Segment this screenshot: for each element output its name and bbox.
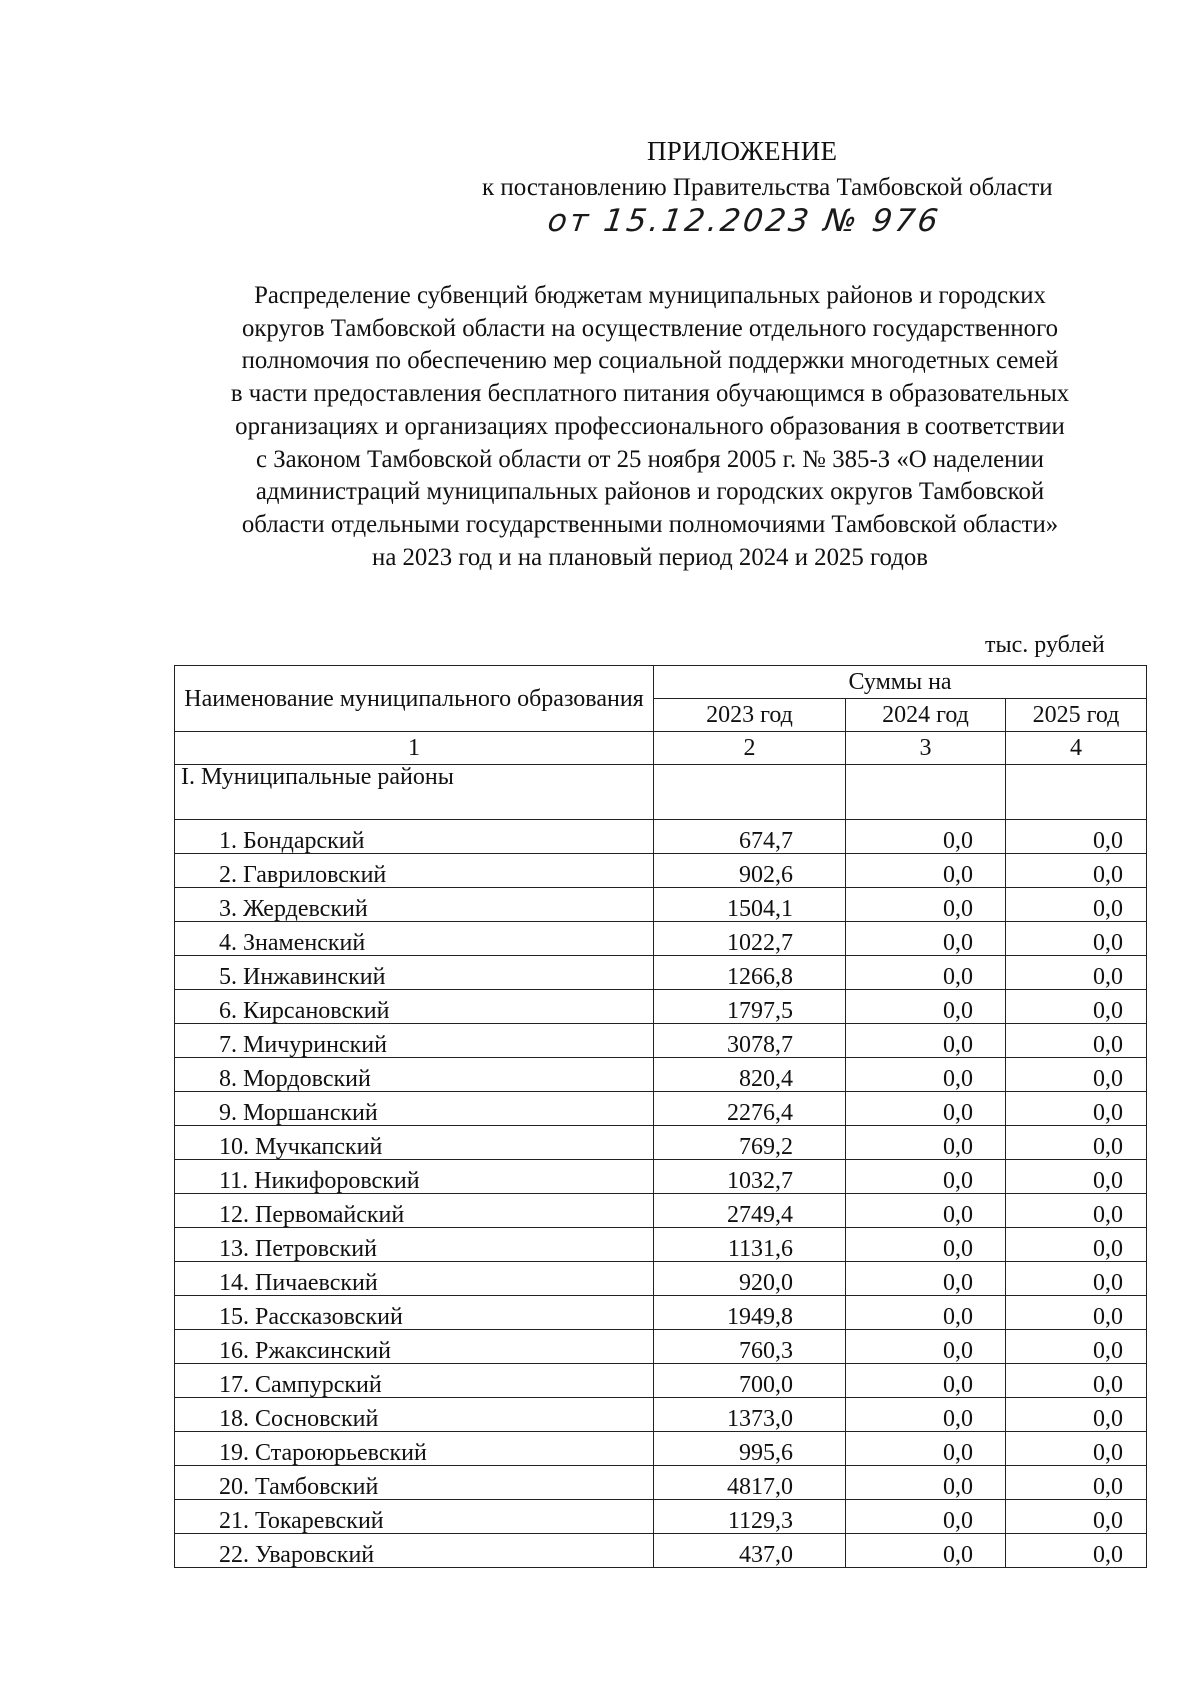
table-row — [175, 1126, 1147, 1160]
table-row — [175, 1330, 1147, 1364]
value-2024-cell: 0,0 — [846, 1160, 1006, 1194]
value-2025-cell: 0,0 — [1006, 1364, 1147, 1398]
empty-cell — [1006, 765, 1147, 820]
value-2025-cell: 0,0 — [1006, 1500, 1147, 1534]
district-name-cell: 9. Моршанский — [175, 1092, 654, 1126]
column-header-2024: 2024 год — [846, 699, 1006, 732]
value-2023-cell: 1373,0 — [654, 1398, 846, 1432]
value-2024-cell: 0,0 — [846, 1228, 1006, 1262]
value-2023-cell: 1949,8 — [654, 1296, 846, 1330]
empty-cell — [654, 765, 846, 820]
district-name-cell: 20. Тамбовский — [175, 1466, 654, 1500]
district-name-cell: 22. Уваровский — [175, 1534, 654, 1568]
table-row — [175, 1398, 1147, 1432]
value-2024-cell: 0,0 — [846, 1330, 1006, 1364]
table-row — [175, 1262, 1147, 1296]
value-2023-cell: 920,0 — [654, 1262, 846, 1296]
table-row — [175, 1466, 1147, 1500]
value-2025-cell: 0,0 — [1006, 1262, 1147, 1296]
district-name-cell: 8. Мордовский — [175, 1058, 654, 1092]
value-2025-cell: 0,0 — [1006, 1432, 1147, 1466]
table-row — [175, 820, 1147, 854]
value-2024-cell: 0,0 — [846, 1024, 1006, 1058]
value-2023-cell: 1131,6 — [654, 1228, 846, 1262]
value-2024-cell: 0,0 — [846, 990, 1006, 1024]
value-2025-cell: 0,0 — [1006, 820, 1147, 854]
value-2024-cell: 0,0 — [846, 956, 1006, 990]
value-2025-cell: 0,0 — [1006, 1160, 1147, 1194]
column-number: 1 — [175, 732, 654, 765]
value-2025-cell: 0,0 — [1006, 1058, 1147, 1092]
table-row — [175, 1194, 1147, 1228]
value-2023-cell: 820,4 — [654, 1058, 846, 1092]
section-row — [175, 765, 1147, 820]
value-2024-cell: 0,0 — [846, 1534, 1006, 1568]
value-2023-cell: 1032,7 — [654, 1160, 846, 1194]
value-2024-cell: 0,0 — [846, 1466, 1006, 1500]
column-header-2025: 2025 год — [1006, 699, 1147, 732]
value-2025-cell: 0,0 — [1006, 1194, 1147, 1228]
district-name-cell: 7. Мичуринский — [175, 1024, 654, 1058]
value-2023-cell: 674,7 — [654, 820, 846, 854]
value-2025-cell: 0,0 — [1006, 1228, 1147, 1262]
district-name-cell: 13. Петровский — [175, 1228, 654, 1262]
column-number: 3 — [846, 732, 1006, 765]
document-title — [140, 280, 1160, 574]
table-row — [175, 1160, 1147, 1194]
section-title: I. Муниципальные районы — [175, 765, 654, 820]
table-row — [175, 1500, 1147, 1534]
district-name-cell: 2. Гавриловский — [175, 854, 654, 888]
district-name-cell: 19. Староюрьевский — [175, 1432, 654, 1466]
document-title-line: организациях и организациях профессионального образования в соответствии — [235, 412, 1065, 440]
value-2023-cell: 1797,5 — [654, 990, 846, 1024]
value-2023-cell: 1022,7 — [654, 922, 846, 956]
table-row — [175, 1058, 1147, 1092]
value-2024-cell: 0,0 — [846, 1398, 1006, 1432]
column-number-row — [175, 732, 1147, 765]
column-header-2023: 2023 год — [654, 699, 846, 732]
district-name-cell: 3. Жердевский — [175, 888, 654, 922]
column-header-sums: Суммы на — [654, 666, 1147, 699]
value-2023-cell: 3078,7 — [654, 1024, 846, 1058]
table-row — [175, 854, 1147, 888]
value-2023-cell: 995,6 — [654, 1432, 846, 1466]
value-2024-cell: 0,0 — [846, 1194, 1006, 1228]
value-2024-cell: 0,0 — [846, 888, 1006, 922]
value-2025-cell: 0,0 — [1006, 922, 1147, 956]
value-2024-cell: 0,0 — [846, 1262, 1006, 1296]
value-2023-cell: 1504,1 — [654, 888, 846, 922]
value-2023-cell: 1266,8 — [654, 956, 846, 990]
document-title-line: области отдельными государственными полномочиями Тамбовской области» — [241, 510, 1059, 538]
district-name-cell: 15. Рассказовский — [175, 1296, 654, 1330]
value-2023-cell: 2276,4 — [654, 1092, 846, 1126]
value-2024-cell: 0,0 — [846, 1500, 1006, 1534]
table-row — [175, 1364, 1147, 1398]
value-2023-cell: 769,2 — [654, 1126, 846, 1160]
district-name-cell: 18. Сосновский — [175, 1398, 654, 1432]
value-2024-cell: 0,0 — [846, 1058, 1006, 1092]
value-2025-cell: 0,0 — [1006, 1092, 1147, 1126]
value-2023-cell: 4817,0 — [654, 1466, 846, 1500]
document-title-line: на 2023 год и на плановый период 2024 и 2025 годов — [372, 543, 928, 571]
document-title-line: полномочия по обеспечению мер социальной поддержки многодетных семей — [241, 347, 1059, 375]
district-name-cell: 17. Сампурский — [175, 1364, 654, 1398]
district-name-cell: 12. Первомайский — [175, 1194, 654, 1228]
value-2023-cell: 902,6 — [654, 854, 846, 888]
value-2025-cell: 0,0 — [1006, 1296, 1147, 1330]
table-row — [175, 1092, 1147, 1126]
value-2024-cell: 0,0 — [846, 1126, 1006, 1160]
column-number: 2 — [654, 732, 846, 765]
table-row — [175, 922, 1147, 956]
table-row — [175, 888, 1147, 922]
subventions-table — [174, 665, 1147, 1568]
value-2023-cell: 2749,4 — [654, 1194, 846, 1228]
document-title-line: Распределение субвенций бюджетам муниципальных районов и городских — [254, 282, 1046, 309]
table-row — [175, 1024, 1147, 1058]
value-2025-cell: 0,0 — [1006, 1024, 1147, 1058]
value-2025-cell: 0,0 — [1006, 1398, 1147, 1432]
table-row — [175, 1296, 1147, 1330]
value-2025-cell: 0,0 — [1006, 990, 1147, 1024]
district-name-cell: 6. Кирсановский — [175, 990, 654, 1024]
value-2025-cell: 0,0 — [1006, 888, 1147, 922]
appendix-title: ПРИЛОЖЕНИЕ — [647, 136, 838, 166]
table-row — [175, 956, 1147, 990]
value-2024-cell: 0,0 — [846, 1296, 1006, 1330]
value-2025-cell: 0,0 — [1006, 1534, 1147, 1568]
value-2023-cell: 437,0 — [654, 1534, 846, 1568]
value-2025-cell: 0,0 — [1006, 1330, 1147, 1364]
value-2024-cell: 0,0 — [846, 820, 1006, 854]
column-header-name: Наименование муниципального образования — [175, 666, 654, 732]
value-2025-cell: 0,0 — [1006, 854, 1147, 888]
value-2024-cell: 0,0 — [846, 1092, 1006, 1126]
value-2024-cell: 0,0 — [846, 1432, 1006, 1466]
district-name-cell: 16. Ржаксинский — [175, 1330, 654, 1364]
table-row — [175, 990, 1147, 1024]
handwritten-date-number: от 15.12.2023 № 976 — [545, 203, 944, 239]
appendix-subtitle: к постановлению Правительства Тамбовской области — [482, 174, 1053, 201]
value-2025-cell: 0,0 — [1006, 1126, 1147, 1160]
empty-cell — [846, 765, 1006, 820]
district-name-cell: 5. Инжавинский — [175, 956, 654, 990]
column-number: 4 — [1006, 732, 1147, 765]
value-2025-cell: 0,0 — [1006, 1466, 1147, 1500]
district-name-cell: 14. Пичаевский — [175, 1262, 654, 1296]
value-2023-cell: 760,3 — [654, 1330, 846, 1364]
document-title-line: округов Тамбовской области на осуществление отдельного государственного — [241, 314, 1059, 342]
table-row — [175, 1534, 1147, 1568]
value-2023-cell: 1129,3 — [654, 1500, 846, 1534]
district-name-cell: 4. Знаменский — [175, 922, 654, 956]
district-name-cell: 10. Мучкапский — [175, 1126, 654, 1160]
table-row — [175, 1228, 1147, 1262]
document-title-line: администраций муниципальных районов и городских округов Тамбовской — [255, 478, 1045, 506]
units-label: тыс. рублей — [985, 632, 1105, 658]
district-name-cell: 21. Токаревский — [175, 1500, 654, 1534]
value-2024-cell: 0,0 — [846, 1364, 1006, 1398]
table-row — [175, 1432, 1147, 1466]
value-2025-cell: 0,0 — [1006, 956, 1147, 990]
value-2024-cell: 0,0 — [846, 854, 1006, 888]
district-name-cell: 1. Бондарский — [175, 820, 654, 854]
document-title-line: в части предоставления бесплатного питания обучающимся в образовательных — [230, 380, 1070, 408]
document-title-line: с Законом Тамбовской области от 25 ноября 2005 г. № 385-З «О наделении — [256, 445, 1044, 473]
district-name-cell: 11. Никифоровский — [175, 1160, 654, 1194]
value-2023-cell: 700,0 — [654, 1364, 846, 1398]
value-2024-cell: 0,0 — [846, 922, 1006, 956]
